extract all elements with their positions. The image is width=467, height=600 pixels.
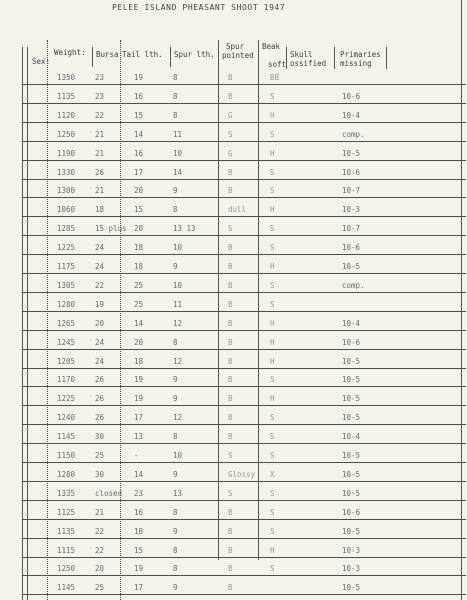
cell-pointed: dull [228,205,247,215]
cell-prim: 10-6 [342,243,361,253]
cell-spur: 12 [173,356,183,366]
cell-pointed: S [228,488,233,498]
cell-tail: 19 [134,394,144,404]
cell-prim: 10-4 [342,110,361,120]
header-primaries-1: Primaries [340,50,381,59]
cell-weight: 1245 [57,337,76,347]
cell-weight: 1285 [57,224,76,234]
cell-bursa: 21 [95,507,105,517]
cell-spur: 9 [173,262,178,271]
cell-spur: 8 [173,91,178,101]
cell-bursa: 26 [95,394,105,404]
cell-pointed: B [228,280,233,290]
cell-spur: 12 [173,318,183,328]
cell-prim: 10-5 [342,356,361,366]
cell-spur: 10 [173,280,183,290]
cell-prim: comp. [342,129,365,139]
row-rule [22,273,466,274]
cell-bursa: 30 [95,469,105,479]
cell-prim: 10-5 [342,413,361,423]
row-rule [22,160,466,161]
header-weight: Weight: [54,48,86,57]
cell-spur: 10 [173,243,183,253]
cell-beak: S [270,451,275,460]
cell-spur: 11 [173,299,183,309]
cell-bursa: 25 [95,583,105,593]
cell-bursa: 25 [95,451,105,460]
cell-tail: 17 [134,167,144,177]
cell-weight: 1135 [57,526,76,536]
header-tail-length: Tail lth. [122,50,163,59]
cell-prim: 10-6 [342,91,361,101]
header-spur-pointed-2: pointed [222,51,254,60]
sex-column-rule [22,47,23,600]
header-skull-1: Skull [290,50,313,59]
cell-weight: 1205 [57,356,76,366]
cell-pointed: B [228,167,233,177]
cell-weight: 1145 [57,432,76,442]
cell-beak: S [270,243,275,253]
cell-prim: 10-5 [342,262,361,271]
cell-weight: 1175 [57,262,76,271]
cell-weight: 1190 [57,148,76,158]
cell-weight: 1060 [57,205,76,215]
primaries-column-rule [334,47,335,69]
cell-tail: 16 [134,91,144,101]
cell-spur: 8 [173,110,178,120]
cell-beak: H [270,394,275,404]
weight-column-rule [47,40,48,600]
cell-beak: BB [270,73,280,82]
cell-beak: H [270,356,275,366]
cell-beak: H [270,337,275,347]
cell-spur: 10 [173,148,183,158]
cell-pointed: B [228,583,233,593]
cell-beak: S [270,299,275,309]
cell-bursa: 24 [95,337,105,347]
cell-beak: S [270,280,275,290]
cell-beak: S [270,488,275,498]
cell-pointed: B [228,73,233,82]
sheet-title: PELEE ISLAND PHEASANT SHOOT 1947 [112,3,286,12]
cell-tail: 13 [134,432,144,442]
cell-pointed: S [228,451,233,460]
cell-pointed: S [228,224,233,234]
cell-pointed: B [228,243,233,253]
right-margin-rule [461,0,462,600]
header-primaries-2: missing [340,59,372,68]
cell-spur: 13 13 [173,224,196,234]
cell-spur: 11 [173,129,183,139]
cell-bursa: 15 plus [95,224,127,234]
cell-spur: 10 [173,451,183,460]
cell-bursa: 22 [95,545,105,555]
cell-spur: 13 [173,488,183,498]
cell-tail: 17 [134,583,144,593]
cell-tail: 23 [134,488,144,498]
cell-spur: 14 [173,167,183,177]
cell-tail: 15 [134,545,144,555]
cell-prim: 10-5 [342,394,361,404]
cell-beak: S [270,413,275,423]
cell-tail: 14 [134,318,144,328]
row-rule [22,368,466,369]
cell-pointed: B [228,91,233,101]
cell-bursa: 26 [95,167,105,177]
cell-prim: 10-5 [342,583,361,593]
beak-column-rule [258,40,259,560]
cell-weight: 1225 [57,243,76,253]
row-rule [22,462,466,463]
row-rule [22,538,466,539]
cell-pointed: B [228,186,233,196]
cell-weight: 1250 [57,129,76,139]
row-rule [22,330,466,331]
cell-beak: H [270,205,275,215]
cell-spur: 9 [173,394,178,404]
cell-beak: H [270,545,275,555]
cell-prim: 10-3 [342,564,361,574]
cell-tail: 25 [134,299,144,309]
cell-pointed: B [228,299,233,309]
cell-bursa: 22 [95,110,105,120]
row-rule [22,349,466,350]
cell-pointed: B [228,564,233,574]
cell-pointed: B [228,262,233,271]
header-sex: Sex: [32,57,51,66]
cell-bursa: 20 [95,318,105,328]
cell-tail: 16 [134,148,144,158]
cell-weight: 1280 [57,299,76,309]
cell-bursa: 18 [95,205,105,215]
cell-bursa: 22 [95,526,105,536]
cell-spur: 8 [173,545,178,555]
row-rule [22,197,466,198]
row-rule [22,235,466,236]
row-rule [22,216,466,217]
header-spur-pointed-1: Spur [226,42,245,51]
cell-prim: 10-5 [342,375,361,385]
cell-weight: 1335 [57,488,76,498]
cell-weight: 1170 [57,375,76,385]
cell-beak: S [270,432,275,442]
row-rule [22,103,466,104]
cell-prim: 10-5 [342,451,361,460]
cell-prim: 10-5 [342,488,361,498]
cell-beak: S [270,375,275,385]
cell-bursa: 23 [95,91,105,101]
header-beak-soft-1: Beak [262,42,281,51]
cell-tail: - [134,451,139,460]
cell-bursa: closed [95,488,123,498]
cell-tail: 14 [134,469,144,479]
cell-beak: S [270,91,275,101]
cell-tail: 19 [134,73,144,82]
cell-bursa: 24 [95,243,105,253]
cell-pointed: B [228,318,233,328]
cell-tail: 20 [134,224,144,234]
sex-column-rule-2 [27,47,28,600]
cell-bursa: 24 [95,356,105,366]
cell-prim: 10-5 [342,526,361,536]
cell-pointed: B [228,432,233,442]
cell-spur: 8 [173,507,178,517]
cell-prim: 10-4 [342,432,361,442]
cell-prim: 10-6 [342,337,361,347]
cell-tail: 20 [134,337,144,347]
cell-bursa: 21 [95,129,105,139]
cell-bursa: 21 [95,186,105,196]
cell-spur: 9 [173,526,178,536]
cell-tail: 19 [134,564,144,574]
cell-beak: H [270,262,275,271]
cell-beak: S [270,564,275,574]
cell-beak: S [270,507,275,517]
cell-beak: S [270,224,275,234]
cell-beak: H [270,110,275,120]
cell-weight: 1265 [57,318,76,328]
cell-tail: 18 [134,243,144,253]
cell-weight: 1225 [57,394,76,404]
cell-prim: 10-3 [342,545,361,555]
cell-bursa: 19 [95,299,105,309]
cell-prim: 10-6 [342,167,361,177]
cell-weight: 1330 [57,167,76,177]
row-rule [22,311,466,312]
cell-spur: 8 [173,73,178,82]
cell-weight: 1240 [57,413,76,423]
cell-weight: 1250 [57,564,76,574]
cell-bursa: 21 [95,148,105,158]
cell-prim: 10-6 [342,507,361,517]
skull-column-rule [286,47,287,69]
cell-beak: S [270,186,275,196]
cell-beak: S [270,129,275,139]
cell-prim: comp. [342,280,365,290]
header-beak-soft-2: soft [268,60,287,69]
cell-tail: 17 [134,413,144,423]
cell-pointed: B [228,394,233,404]
cell-bursa: 23 [95,73,105,82]
row-rule [22,122,466,123]
row-rule [22,519,466,520]
cell-pointed: B [228,337,233,347]
cell-tail: 16 [134,507,144,517]
cell-prim: 10-7 [342,224,361,234]
cell-bursa: 20 [95,564,105,574]
primaries-end-rule [386,47,387,69]
cell-spur: 9 [173,583,178,593]
cell-pointed: G [228,110,233,120]
row-rule [22,557,466,558]
cell-pointed: S [228,129,233,139]
row-rule [22,481,466,482]
cell-bursa: 26 [95,413,105,423]
header-skull-2: ossified [290,59,327,68]
row-rule [22,84,466,85]
cell-weight: 1350 [57,73,76,82]
cell-pointed: B [228,413,233,423]
cell-pointed: B [228,507,233,517]
cell-bursa: 24 [95,262,105,271]
cell-pointed: G [228,148,233,158]
cell-weight: 1280 [57,469,76,479]
bursa-column-rule [92,47,93,67]
cell-weight: 1300 [57,186,76,196]
cell-spur: 8 [173,205,178,215]
cell-tail: 18 [134,356,144,366]
cell-prim: 10-5 [342,469,361,479]
row-rule [22,292,466,293]
spur-column-rule [170,47,171,67]
row-rule [22,594,466,595]
cell-tail: 14 [134,129,144,139]
cell-tail: 18 [134,262,144,271]
row-rule [22,141,466,142]
cell-prim: 10-7 [342,186,361,196]
row-rule [22,575,466,576]
cell-spur: 9 [173,186,178,196]
header-spur-length: Spur lth. [174,50,215,59]
cell-tail: 15 [134,110,144,120]
row-rule [22,386,466,387]
cell-beak: H [270,148,275,158]
cell-bursa: 30 [95,432,105,442]
row-rule [22,179,466,180]
cell-pointed: B [228,375,233,385]
cell-spur: 8 [173,564,178,574]
row-rule [22,424,466,425]
cell-bursa: 22 [95,280,105,290]
cell-prim: 10-5 [342,148,361,158]
cell-tail: 15 [134,205,144,215]
cell-tail: 19 [134,375,144,385]
cell-tail: 20 [134,186,144,196]
cell-spur: 9 [173,469,178,479]
cell-beak: X [270,469,275,479]
cell-weight: 1305 [57,280,76,290]
cell-pointed: Glossy [228,469,256,479]
row-rule [22,254,466,255]
cell-pointed: B [228,356,233,366]
cell-tail: 18 [134,526,144,536]
header-bursa: Bursa [96,50,119,59]
cell-spur: 8 [173,337,178,347]
cell-pointed: B [228,526,233,536]
cell-tail: 25 [134,280,144,290]
pointed-column-rule [218,40,219,560]
tail-column-rule [120,40,121,600]
cell-spur: 12 [173,413,183,423]
cell-weight: 1145 [57,583,76,593]
cell-prim: 10-4 [342,318,361,328]
row-rule [22,500,466,501]
cell-spur: 9 [173,375,178,385]
cell-pointed: B [228,545,233,555]
row-rule [22,405,466,406]
cell-beak: H [270,318,275,328]
cell-spur: 8 [173,432,178,442]
cell-weight: 1125 [57,507,76,517]
cell-prim: 10-3 [342,205,361,215]
cell-weight: 1150 [57,451,76,460]
cell-beak: S [270,167,275,177]
cell-beak: S [270,526,275,536]
cell-weight: 1135 [57,91,76,101]
cell-weight: 1115 [57,545,76,555]
cell-weight: 1120 [57,110,76,120]
row-rule [22,443,466,444]
cell-bursa: 26 [95,375,105,385]
